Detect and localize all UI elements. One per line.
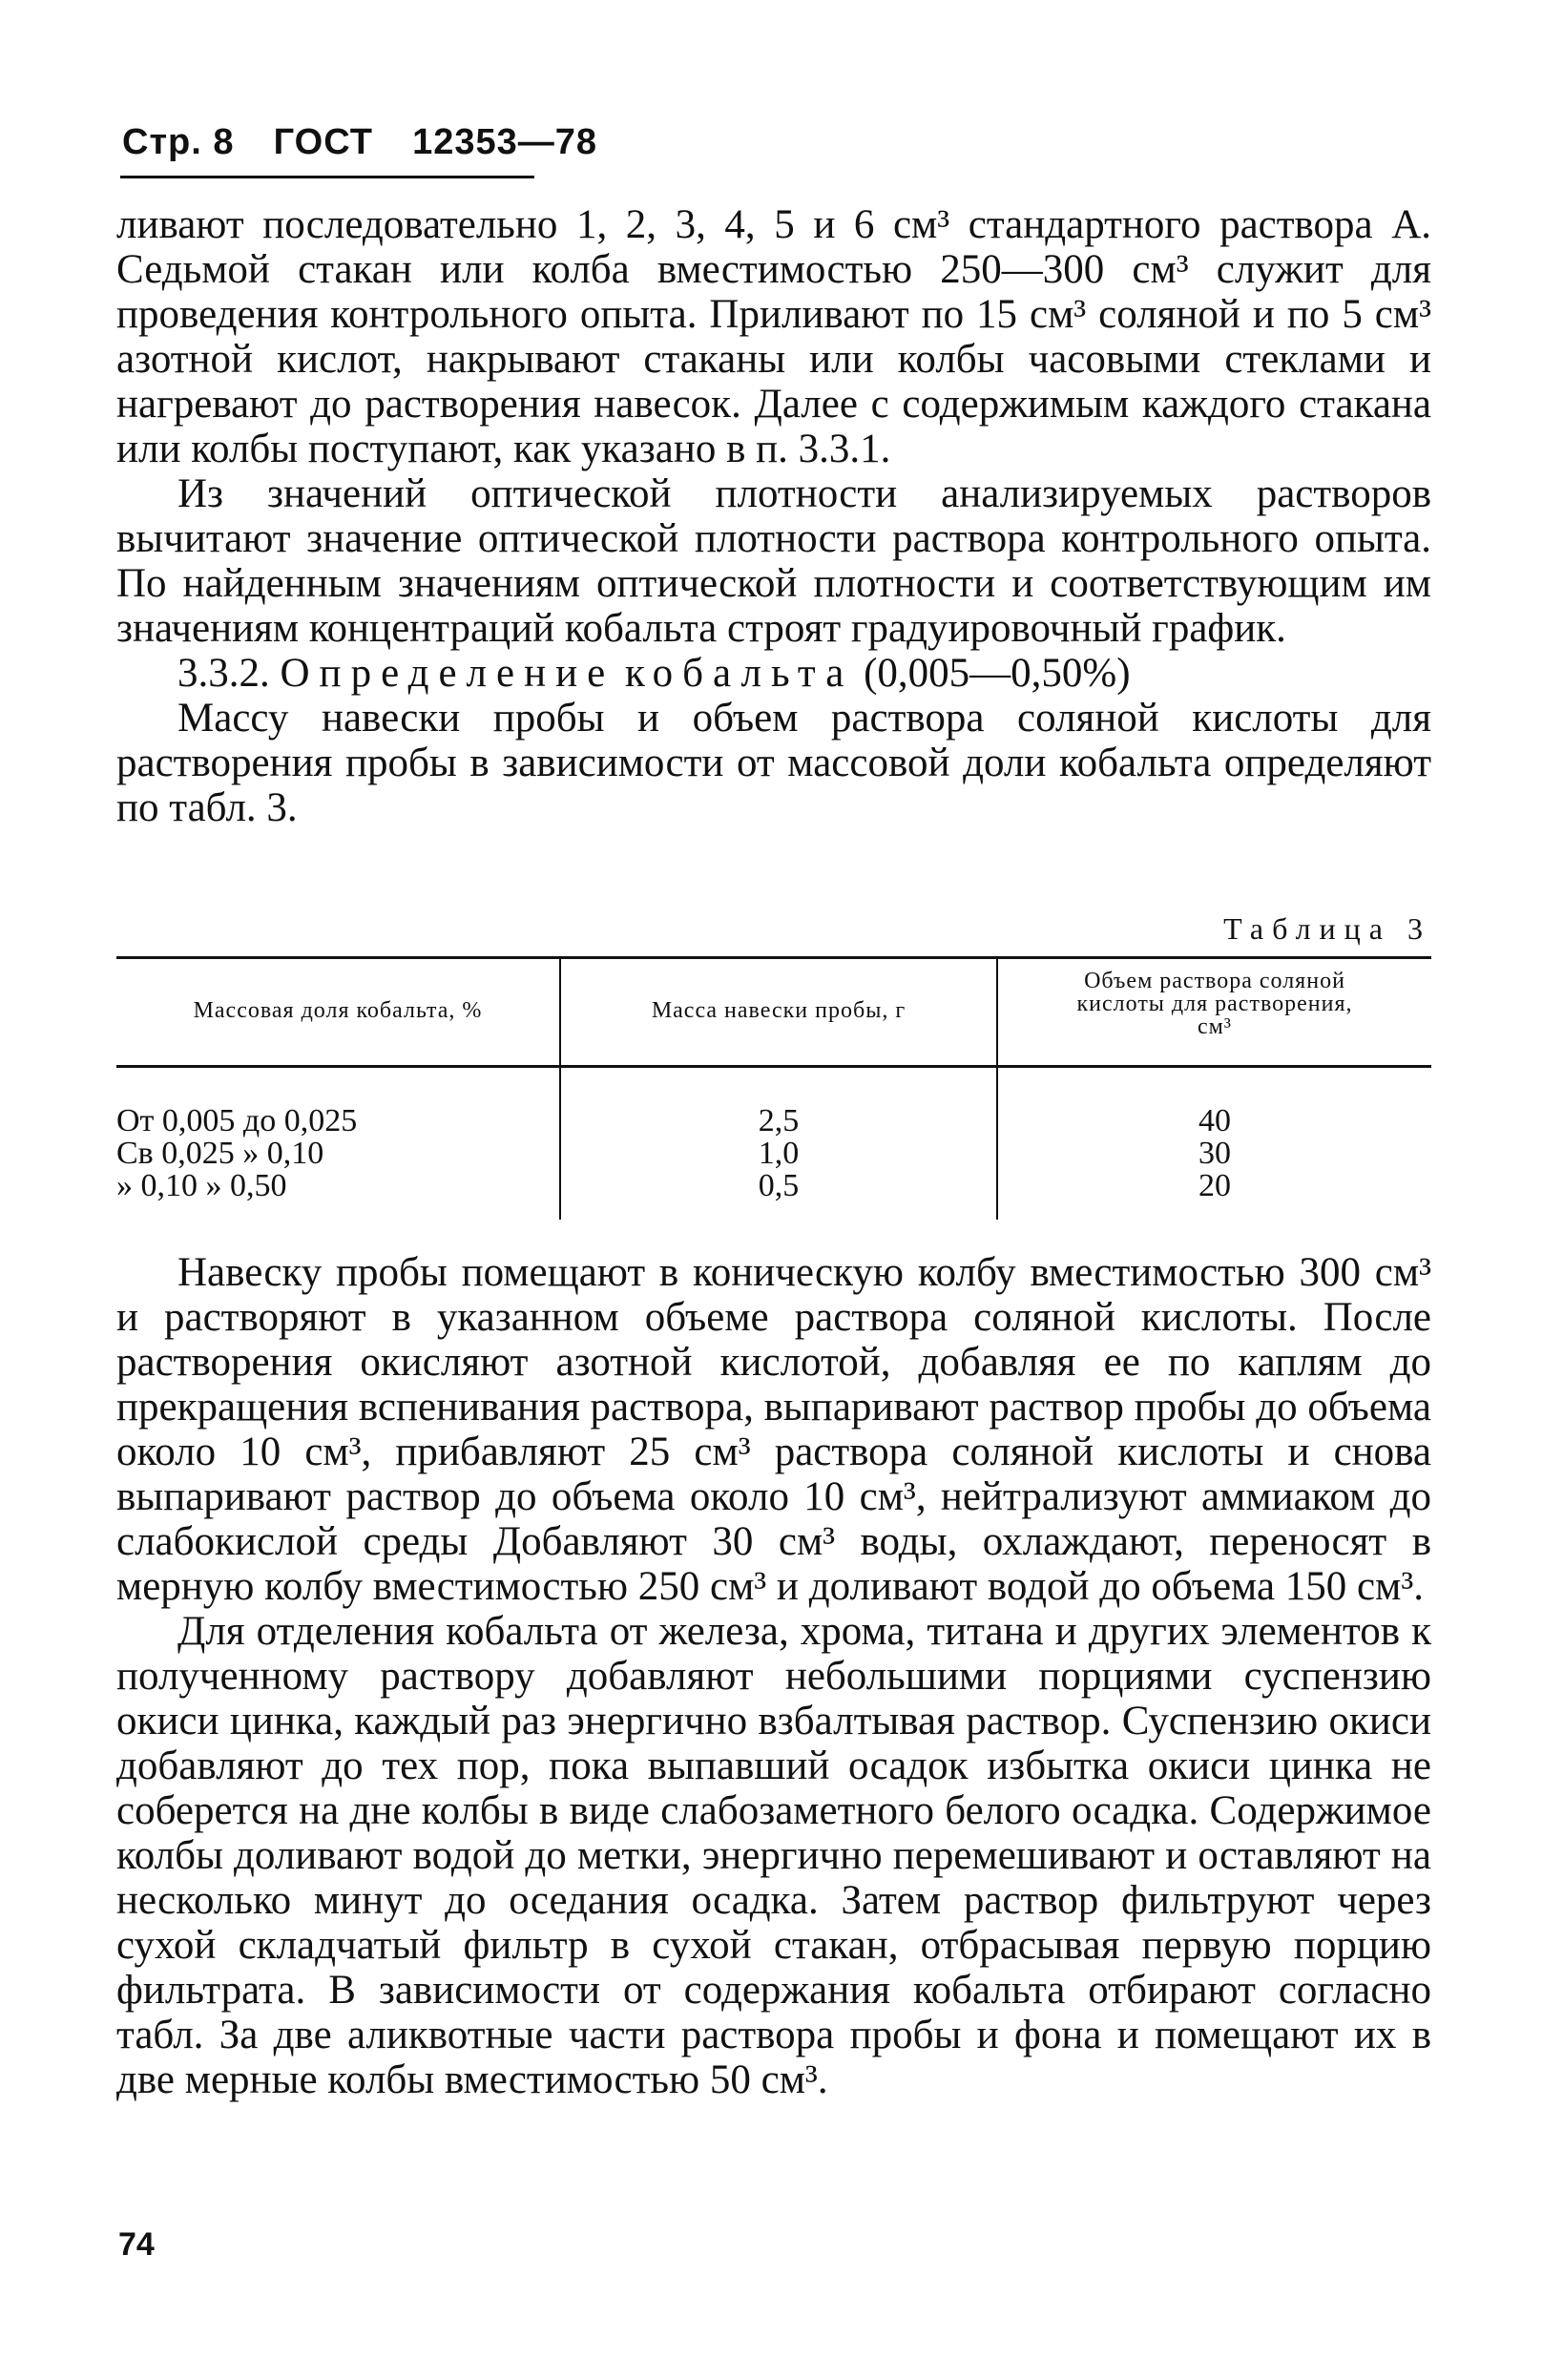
table-top-rule [116, 956, 1431, 959]
table-3 [116, 956, 1431, 1223]
table-cell: » 0,10 » 0,50 [116, 1168, 287, 1203]
table-cell: 0,5 [758, 1168, 800, 1203]
column-header-sample-mass: Масса навески пробы, г [651, 998, 906, 1023]
heading-range: (0,005—0,50%) [864, 651, 1131, 696]
header-standard: ГОСТ [273, 122, 373, 162]
table-cell: 20 [1198, 1168, 1231, 1203]
paragraph-2: Из значений оптической плотности анализируемых растворов вычитают значение оптической плотности раствора контрольного опыта. По найденным значениям оптической плотности и соответствующим им значениям концентраций кобальта строят градуировочный график. [116, 471, 1431, 651]
table-caption: Таблица 3 [1223, 911, 1431, 946]
heading-word-2: кобальта [624, 651, 854, 696]
table-header-rule [116, 1065, 1431, 1068]
paragraph-5: Для отделения кобальта от железа, хрома, титана и других элементов к полученному раствору добавляют небольшими порциями суспензию окиси цинка, каждый раз энергично взбалтывая раствор. Суспензию окиси добавляют до тех пор, пока выпавший осадок избытка окиси цинка не соберется на дне колбы в виде слабозаметного белого осадка. Содержимое колбы доливают водой до метки, энергично перемешивают и оставляют на несколько минут до оседания осадка. Затем раствор фильтруют через сухой складчатый фильтр в сухой стакан, отбрасывая первую порцию фильтрата. В зависимости от содержания кобальта отбирают согласно табл. За две аликвотные части раствора пробы и фона и помещают их в две мерные колбы вместимостью 50 см³. [116, 1609, 1431, 2102]
header-page-prefix: Стр. 8 [122, 122, 235, 162]
header-rule [120, 176, 534, 178]
column-header-cobalt-fraction: Массовая доля кобальта, % [193, 998, 483, 1023]
table-cell: От 0,005 до 0,025 [116, 1103, 358, 1138]
heading-word-1: Определение [280, 651, 615, 696]
column-header-acid-volume-line-2: кислоты для растворения, [1076, 992, 1353, 1016]
table-cell: 40 [1198, 1103, 1231, 1138]
table-cell: 1,0 [758, 1136, 800, 1171]
table-cell: 2,5 [758, 1103, 800, 1138]
column-header-acid-volume [998, 970, 1431, 1038]
table-cell: 30 [1198, 1136, 1231, 1171]
column-header-acid-volume-line-3: см³ [1197, 1014, 1233, 1039]
page-header [122, 122, 597, 163]
column-header-acid-volume-line-1: Объем раствора соляной [1084, 969, 1345, 993]
table-column-sample-mass [561, 1105, 996, 1202]
upper-text-block [116, 202, 1431, 830]
table-column-acid-volume [998, 1105, 1431, 1202]
page-number: 74 [118, 2226, 155, 2263]
table-column-cobalt-fraction [116, 1105, 546, 1202]
paragraph-1: ливают последовательно 1, 2, 3, 4, 5 и 6 см³ стандартного раствора А. Седьмой стакан или колба вместимостью 250—300 см³ служит для проведения контрольного опыта. Приливают по 15 см³ соляной и по 5 см³ азотной кислот, накрывают стаканы или колбы часовыми стеклами и нагревают до растворения навесок. Далее с содержимым каждого стакана или колбы поступают, как указано в п. 3.3.1. [116, 202, 1431, 471]
heading-number: 3.3.2. [177, 651, 270, 696]
table-cell: Св 0,025 » 0,10 [116, 1136, 324, 1171]
lower-text-block [116, 1250, 1431, 2102]
header-standard-number: 12353—78 [412, 122, 598, 162]
paragraph-4: Навеску пробы помещают в коническую колбу вместимостью 300 см³ и растворяют в указанном объеме раствора соляной кислоты. После растворения окисляют азотной кислотой, добавляя ее по каплям до прекращения вспенивания раствора, выпаривают раствор пробы до объема около 10 см³, прибавляют 25 см³ раствора соляной кислоты и снова выпаривают раствор до объема около 10 см³, нейтрализуют аммиаком до слабокислой среды Добавляют 30 см³ воды, охлаждают, переносят в мерную колбу вместимостью 250 см³ и доливают водой до объема 150 см³. [116, 1250, 1431, 1609]
section-heading [116, 651, 1431, 696]
paragraph-3: Массу навески пробы и объем раствора соляной кислоты для растворения пробы в зависимости от массовой доли кобальта определяют по табл. 3. [116, 696, 1431, 830]
